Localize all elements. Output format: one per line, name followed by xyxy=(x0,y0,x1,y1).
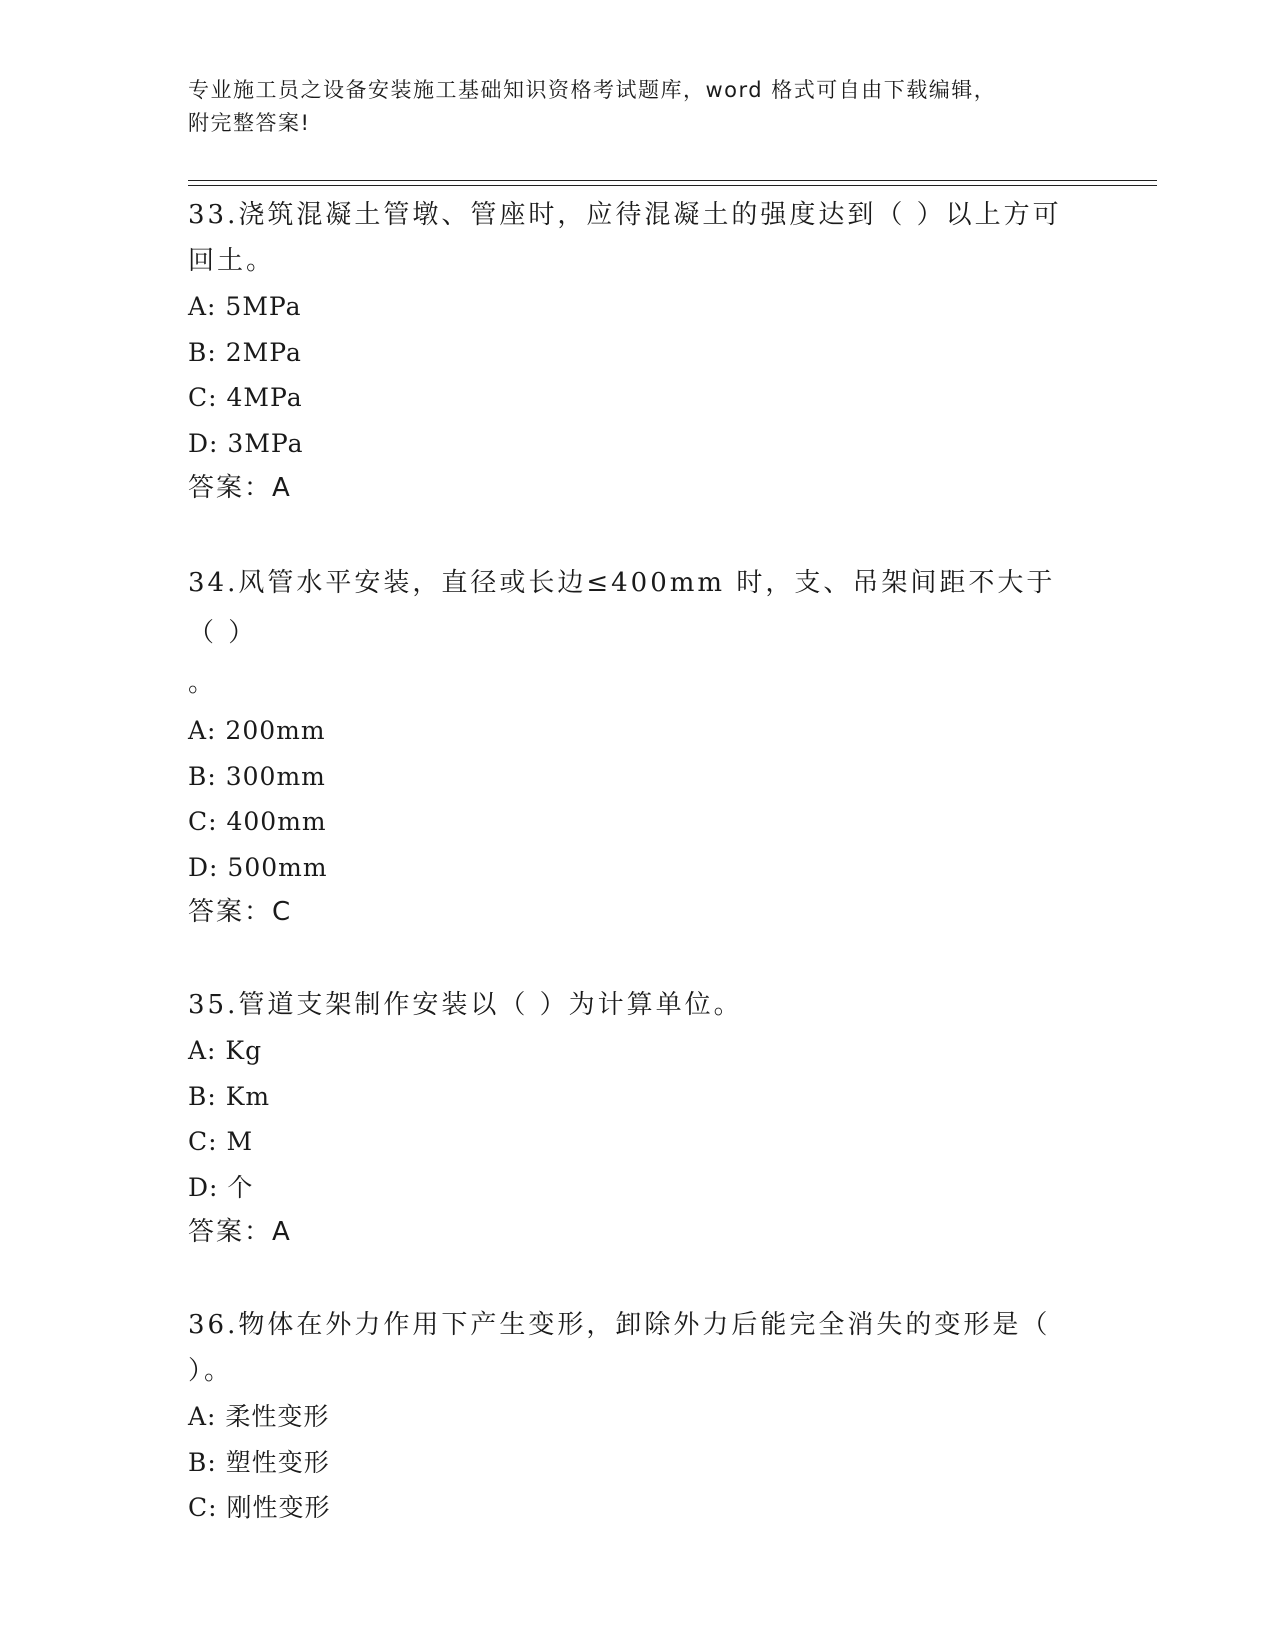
question-stem xyxy=(188,554,1068,708)
option-d: D: 3MPa xyxy=(188,428,304,458)
header-divider-bottom xyxy=(188,185,1157,186)
header-line-2: 附完整答案! xyxy=(188,111,311,135)
option-b: B: 塑性变形 xyxy=(188,1447,330,1477)
option-c: C: M xyxy=(188,1127,254,1156)
question-35 xyxy=(188,978,1068,1254)
option-a: A: Kg xyxy=(188,1036,263,1065)
answer-line: 答案：A xyxy=(188,1217,292,1247)
option-b: B: 300mm xyxy=(188,761,326,791)
question-stem xyxy=(188,1298,1068,1394)
answer-line: 答案：A xyxy=(188,473,292,503)
option-a: A: 200mm xyxy=(188,716,326,745)
question-stem-line-2: ）。 xyxy=(188,1356,234,1386)
header-divider-top xyxy=(188,180,1157,181)
question-stem-line-2: 。 xyxy=(188,668,218,698)
header-line-1: 专业施工员之设备安装施工基础知识资格考试题库，word 格式可自由下载编辑， xyxy=(188,78,997,102)
question-stem-line-1: 34.风管水平安装，直径或长边≤400mm 时，支、吊架间距不大于（ ） xyxy=(188,568,1056,648)
option-b: B: 2MPa xyxy=(188,337,302,367)
option-c: C: 刚性变形 xyxy=(188,1493,331,1522)
option-a: A: 5MPa xyxy=(188,292,302,321)
question-stem-line-1: 36.物体在外力作用下产生变形，卸除外力后能完全消失的变形是（ xyxy=(188,1310,1051,1340)
option-d: D: 500mm xyxy=(188,852,328,882)
document-header xyxy=(188,74,1068,140)
question-36 xyxy=(188,1298,1068,1531)
question-stem xyxy=(188,978,1068,1028)
option-d: D: 个 xyxy=(188,1172,254,1202)
question-34 xyxy=(188,554,1068,934)
option-c: C: 400mm xyxy=(188,807,327,836)
option-a: A: 柔性变形 xyxy=(188,1402,330,1431)
question-stem xyxy=(188,188,1068,284)
answer-line: 答案：C xyxy=(188,897,293,927)
question-33 xyxy=(188,188,1068,510)
option-b: B: Km xyxy=(188,1081,271,1111)
question-stem-line-1: 35.管道支架制作安装以（ ）为计算单位。 xyxy=(188,990,743,1020)
question-list xyxy=(188,188,1068,1531)
option-c: C: 4MPa xyxy=(188,383,303,412)
question-stem-line-2: 回土。 xyxy=(188,246,276,276)
question-stem-line-1: 33.浇筑混凝土管墩、管座时，应待混凝土的强度达到（ ）以上方可 xyxy=(188,200,1062,230)
